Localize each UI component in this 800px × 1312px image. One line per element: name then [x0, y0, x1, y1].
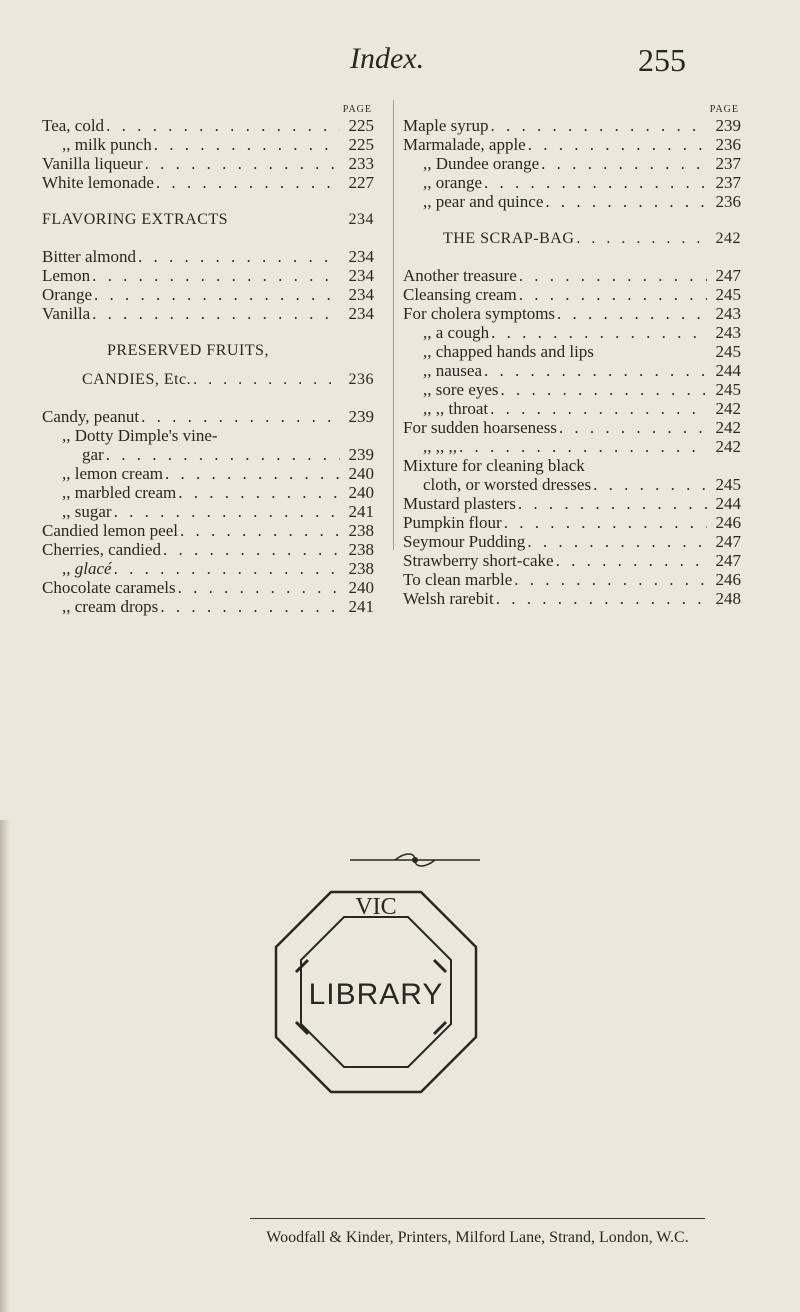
index-entry: Cherries, candied . . . 238 [42, 540, 374, 559]
page-edge-shadow [0, 820, 10, 1312]
stamp-text-center: LIBRARY [308, 978, 444, 1011]
index-entry: ,, pear and quince . . . 236 [403, 192, 741, 211]
page-number: 255 [638, 42, 686, 78]
index-entry: gar . . . 239 [42, 445, 374, 464]
index-entry: Candy, peanut . . . 239 [42, 407, 374, 426]
index-entry: cloth, or worsted dresses . . . 245 [403, 475, 741, 494]
left-index-column [42, 104, 374, 616]
index-entry: ,, sore eyes . . . 245 [403, 380, 741, 399]
footer-rule [250, 1218, 705, 1219]
index-entry: ,, marbled cream . . . 240 [42, 483, 374, 502]
column-divider [393, 100, 394, 550]
index-entry: ,, nausea . . . 244 [403, 361, 741, 380]
stamp-text-top: VIC [355, 894, 397, 920]
section-heading: PRESERVED FRUITS, [107, 342, 269, 359]
index-entry: Bitter almond . . . 234 [42, 247, 374, 266]
index-entry: Vanilla . . . 234 [42, 304, 374, 323]
index-entry: Welsh rarebit . . . 248 [403, 589, 741, 608]
printer-imprint: Woodfall & Kinder, Printers, Milford Lane, Strand, London, W.C. [266, 1229, 689, 1246]
section-heading: FLAVORING EXTRACTS 234 [42, 211, 374, 228]
index-entry: ,, glacé . . . 238 [42, 559, 374, 578]
index-entry: ,, Dotty Dimple's vine- [62, 426, 218, 445]
index-entry: Pumpkin flour . . . 246 [403, 513, 741, 532]
index-entry: ,, orange . . . 237 [403, 173, 741, 192]
index-entry: Chocolate caramels . . . 240 [42, 578, 374, 597]
index-entry: ,, sugar . . . 241 [42, 502, 374, 521]
index-entry: To clean marble . . . 246 [403, 570, 741, 589]
index-entry: For sudden hoarseness . . . 242 [403, 418, 741, 437]
index-entry: Vanilla liqueur . . . 233 [42, 154, 374, 173]
index-entry: ,, lemon cream . . . 240 [42, 464, 374, 483]
index-entry: ,, a cough . . . 243 [403, 323, 741, 342]
section-heading: THE SCRAP-BAG . . . 242 [403, 229, 741, 248]
index-entry: ,, ,, ,, . . . 242 [403, 437, 741, 456]
index-entry: Marmalade, apple . . . 236 [403, 135, 741, 154]
index-entry: Tea, cold . . . 225 [42, 116, 374, 135]
index-entry: Maple syrup . . . 239 [403, 116, 741, 135]
index-entry: Cleansing cream . . . 245 [403, 285, 741, 304]
index-entry: Another treasure . . . 247 [403, 266, 741, 285]
index-entry: Candied lemon peel . . . 238 [42, 521, 374, 540]
index-entry: Mustard plasters . . . 244 [403, 494, 741, 513]
index-entry: ,, milk punch . . . 225 [42, 135, 374, 154]
index-entry: ,, chapped hands and lips 245 [423, 342, 741, 361]
index-entry: Strawberry short-cake . . . 247 [403, 551, 741, 570]
index-entry: Seymour Pudding . . . 247 [403, 532, 741, 551]
section-heading: CANDIES, Etc. . . . 236 [42, 370, 374, 389]
index-entry: ,, Dundee orange . . . 237 [403, 154, 741, 173]
index-entry: For cholera symptoms . . . 243 [403, 304, 741, 323]
index-entry: White lemonade . . . 227 [42, 173, 374, 192]
index-entry: ,, ,, throat . . . 242 [403, 399, 741, 418]
printers-ornament [350, 852, 480, 868]
index-entry: Orange . . . 234 [42, 285, 374, 304]
library-stamp [256, 872, 496, 1112]
index-entry: Lemon . . . 234 [42, 266, 374, 285]
page-column-label: PAGE [342, 104, 372, 115]
running-head-title: Index. [350, 42, 425, 75]
page-column-label: PAGE [709, 104, 739, 115]
right-index-column [403, 104, 741, 608]
index-entry: ,, cream drops . . . 241 [42, 597, 374, 616]
index-entry: Mixture for cleaning black [403, 456, 585, 475]
